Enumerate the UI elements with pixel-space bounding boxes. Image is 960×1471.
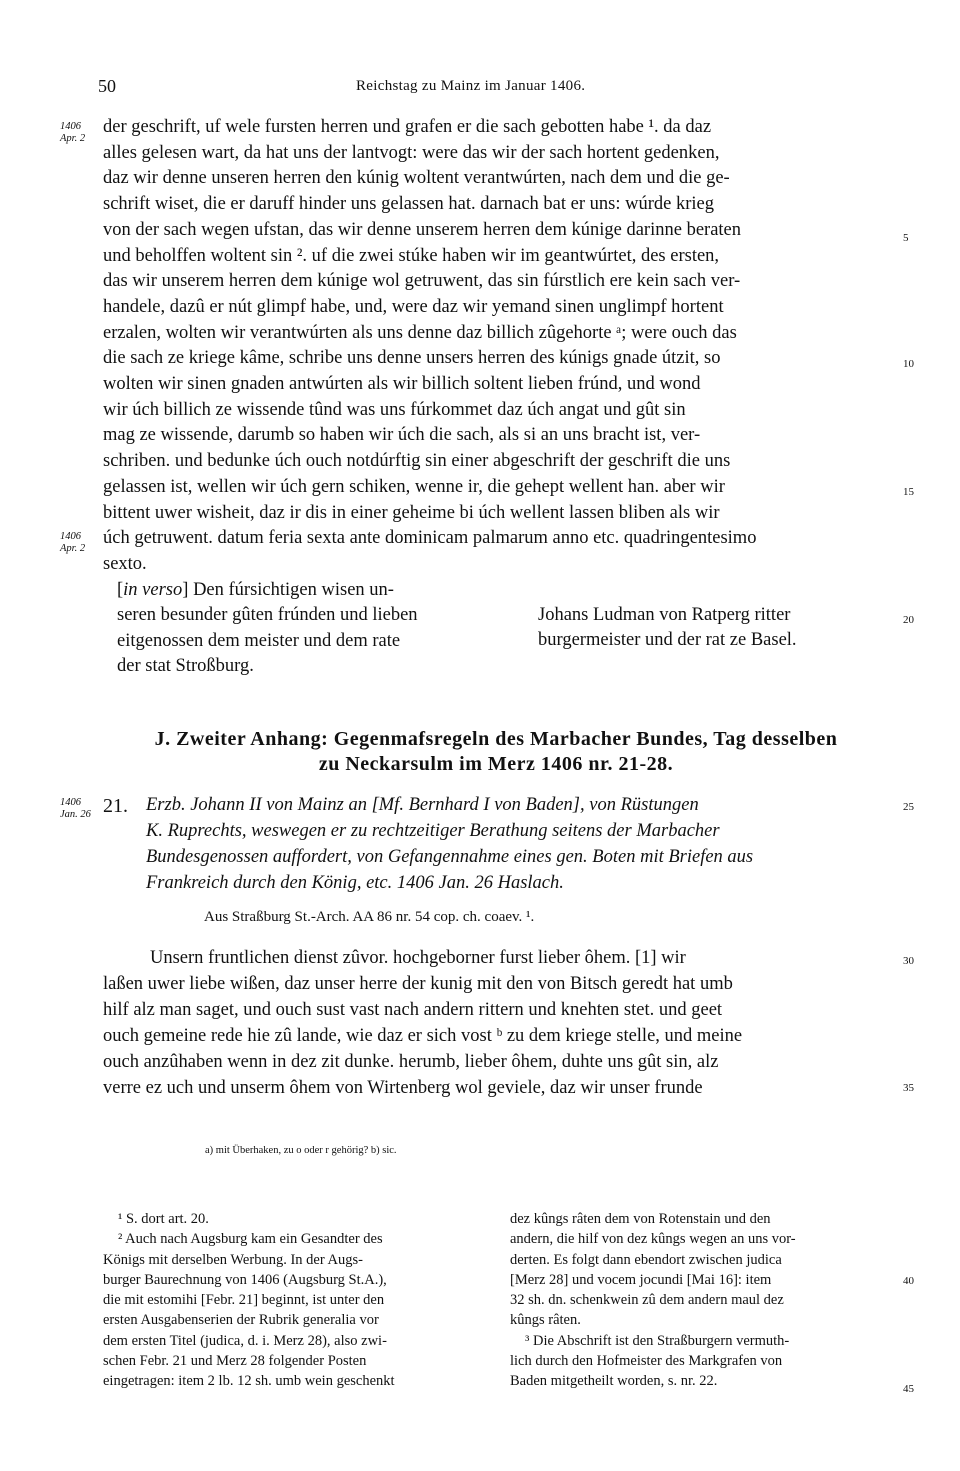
- critical-notes: a) mit Überhaken, zu o oder r gehörig? b) sic.: [205, 1145, 397, 1156]
- footnotes-right: dez kûngs râten dem von Rotenstain und den andern, die hilf von dez kûngs wegen an uns vor- derten. Es folgt dann ebendort zwischen judica [Merz 28] und vocem jocundi [Mai 16]: item 32 sh. dn. schenkwein zû dem andern maul dez kûngs râten. ³ Die Abschrift ist den Straßburgern vermuth- lich durch den Hofmeister des Markgrafen von Baden mitgetheilt worden, s. nr. 22.: [510, 1211, 796, 1390]
- line-number: 10: [903, 358, 914, 370]
- letter-text: [103, 115, 756, 578]
- text-line: alles gelesen wart, da hat uns der lantvogt: were das wir der sach hortent gedenken,: [103, 142, 720, 163]
- text-line: sexto.: [103, 553, 147, 574]
- line-number: 45: [903, 1383, 914, 1395]
- running-title: Reichstag zu Mainz im Januar 1406.: [356, 78, 586, 94]
- line-number: 35: [903, 1082, 914, 1094]
- line-number: 5: [903, 232, 909, 244]
- text-line: ouch gemeine rede hie zû lande, wie daz er sich vost ᵇ zu dem kriege stelle, und meine: [103, 1026, 743, 1046]
- line-number: 25: [903, 801, 914, 813]
- text-line: mag ze wissende, darumb so haben wir úch die sach, als si an uns bracht ist, ver-: [103, 425, 701, 446]
- text-line: gelassen ist, wellen wir úch gern schiken, wenne ir, die gehept wellent han. aber wir: [103, 476, 725, 497]
- in-verso-label: in verso: [123, 580, 183, 600]
- document-number: 21.: [103, 795, 128, 817]
- line-number: 20: [903, 614, 914, 626]
- text-line: daz wir denne unseren herren den kúnig woltent verantwúrten, nach dem und die ge-: [103, 168, 730, 189]
- text-line: handele, dazû er nút glimpf habe, und, were daz wir yemand sinen unglimpf hortent: [103, 296, 724, 317]
- footnotes-left: ¹ S. dort art. 20. ² Auch nach Augsburg kam ein Gesandter des Königs mit derselben Werbung. In der Augs- burger Baurechnung von 1406 (Augsburg St.A.), die mit estomihi [Febr. 21] beginnt, ist unter den ersten Ausgabenserien der Rubrik generalia vor dem ersten Titel (judica, d. i. Merz 28), also zwi- schen Febr. 21 und Merz 28 folgender Posten eingetragen: item 2 lb. 12 sh. umb wein geschenkt: [103, 1211, 395, 1390]
- text-line: die sach ze kriege kâme, schribe uns denne unsers herren des kúnigs gnade útzit, so: [103, 348, 721, 369]
- text-line: schriben. und bedunke úch ouch notdúrftig sin einer abgeschrift der geschrift die uns: [103, 451, 731, 472]
- section-heading: J. Zweiter Anhang: Gegenmafsregeln des Marbacher Bundes, Tag desselben zu Neckarsulm im Merz 1406 nr. 21-28.: [154, 728, 838, 775]
- text-line: verre ez uch und unserm ôhem von Wirtenberg wol geviele, daz wir unser frunde: [103, 1078, 703, 1098]
- text-line: von der sach wegen ufstan, das wir denne unserem herren dem kúnige darinne beraten: [103, 219, 742, 240]
- margin-date: 1406 Apr. 2: [60, 531, 86, 554]
- source-line: Aus Straßburg St.-Arch. AA 86 nr. 54 cop. ch. coaev. ¹.: [204, 909, 535, 925]
- line-number: 15: [903, 486, 914, 498]
- text-line: das wir unserem herren dem kúnige wol getruwent, das sin fúrstlich ere kein sach ver-: [103, 271, 741, 292]
- text-line: erzalen, wolten wir verantwúrten als uns denne daz billich zûgehorte ᵃ; were ouch das: [103, 322, 737, 343]
- margin-date: 1406 Apr. 2: [60, 121, 86, 144]
- address-block: [in verso] Den fúrsichtigen wisen un- seren besunder gûten frúnden und lieben eitgenossen dem meister und dem rate der stat Stroßburg.: [117, 580, 418, 677]
- text-line: der geschrift, uf wele fursten herren und grafen er die sach gebotten habe ¹. da daz: [103, 117, 712, 137]
- text-line: úch getruwent. datum feria sexta ante dominicam palmarum anno etc. quadringentesimo: [103, 528, 757, 549]
- text-line: wolten wir sinen gnaden antwúrten als wir billich soltent lieben frúnd, und wond: [103, 374, 701, 395]
- text-line: ouch anzûhaben wenn in dez zit dunke. herumb, lieber ôhem, duhte uns gût sin, alz: [103, 1052, 719, 1072]
- text-line: hilf alz man saget, und ouch sust vast nach andern rittern und knehten stet. und geet: [103, 1000, 723, 1020]
- text-line: schrift wiset, die er daruff hinder uns gelassen hat. darnach bat er uns: wúrde krieg: [103, 194, 714, 215]
- text-line: bittent uwer wisheit, daz ir dis in einer geheime bi úch wellent lassen bliben als wir: [103, 502, 720, 523]
- document-text: [103, 945, 742, 1101]
- margin-date: 1406 Jan. 26: [60, 797, 91, 820]
- regest: Erzb. Johann II von Mainz an [Mf. Bernhard I von Baden], von Rüstungen K. Ruprechts, weswegen er zu rechtzeitiger Berathung seitens der Marbacher Bundesgenossen auffordert, von Gefangennahme eines gen. Boten mit Briefen aus Frankreich durch den König, etc. 1406 Jan. 26 Haslach.: [146, 795, 754, 893]
- signature-block: Johans Ludman von Ratperg ritter burgermeister und der rat ze Basel.: [538, 605, 797, 651]
- text-line: laßen uwer liebe wißen, daz unser herre der kunig mit den von Bitsch geredt hat umb: [103, 974, 733, 994]
- text-line: Unsern fruntlichen dienst zûvor. hochgeborner furst lieber ôhem. [1] wir: [150, 948, 686, 968]
- text-line: wir úch billich ze wissende tûnd was uns fúrkommet daz úch angat und gût sin: [103, 399, 686, 420]
- line-number: 30: [903, 955, 914, 967]
- text-line: und beholffen woltent sin ². uf die zwei stúke haben wir im geantwúrtet, des ersten,: [103, 245, 720, 266]
- line-number: 40: [903, 1275, 914, 1287]
- page-number: 50: [98, 76, 116, 96]
